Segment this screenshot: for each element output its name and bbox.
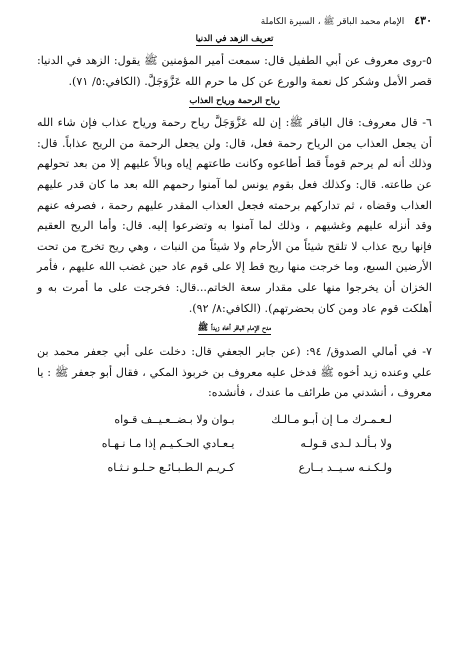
poem-verse	[37, 408, 432, 432]
page-number: ٤٣٠	[414, 14, 432, 27]
poem	[37, 408, 432, 480]
book-title: الإمام محمد الباقر ﷺ ، السيرة الكاملة	[260, 17, 405, 27]
poem-hemistich-second: كـريـم الـطـبـائـع حـلـو نـثـاه	[107, 460, 235, 474]
poem-hemistich-second: يـعـادي الحـكـيـم إذا مـا نـهـاه	[101, 436, 235, 450]
running-header	[37, 0, 432, 34]
paragraph-5: ٥-روى معروف عن أبي الطفيل قال: سمعت أمير المؤمنين ﷺ يقول: الزهد في الدنيا: قصر الأمل وشكر كل نعمة والورع عن كل ما حرم الله عَزَّوَجَلَّ. (الكافي:٥/ ٧١).	[37, 54, 432, 88]
poem-hemistich-first: ولا بـألـد لـدى قـولـه	[300, 436, 392, 450]
section-heading-winds: رياح الرحمة ورياح العذاب	[189, 96, 280, 107]
paragraph-7: ٧- في أمالي الصدوق/ ٩٤: (عن جابر الجعفي قال: دخلت على أبي جعفر محمد بن علي وعنده زيد أخوه ﷺ فدخل عليه معروف بن خربوذ المكي ، فقال أبو جعفر ﷺ : يا معروف ، أنشدني من طرائف ما عندك ، فأنشده:	[37, 345, 432, 400]
paragraph-6: ٦- قال معروف: قال الباقر ﷺ: إن لله عَزَّوَجَلَّ رياح رحمة ورياح عذاب فإن شاء الله أن يجعل العذاب من الرياح رحمة فعل، قال: ولن يجعل الرحمة من الريح عذاباً. قال: وذلك أنه لم يرحم قوماً قط أطاعوه وكانت طاعتهم إياه وبالاً عليهم إلا من بعد تحولهم عن طاعته. قال: وكذلك فعل بقوم يونس لما آمنوا رحمهم الله بعد ما كان قدر عليهم العذاب وقضاه ، ثم تداركهم برحمته فجعل العذاب المقدر عليهم رحمة ، فصرفه عنهم وقد أنزله عليهم وغشيهم ، وذلك لما آمنوا به وتضرعوا إليه. قال: وأما الريح العقيم فإنها ريح عذاب لا تلقح شيئاً من الأرحام ولا شيئاً من النبات ، وهي ريح تخرج من تحت الأرضين السبع، وما خرجت منها ريح قط إلا على قوم عاد حين غضب الله عليهم ، فأمر الخزان أن يخرجوا منها على مقدار سعة الخاتم...قال: فخرجت على ما أمرت به و أهلكت قوم عاد ومن كان بحضرتهم). (الكافي:٨/ ٩٢).	[37, 116, 432, 315]
poem-verse	[37, 432, 432, 456]
poem-verse	[37, 456, 432, 480]
poem-hemistich-first: ولـكـنـه سـيــد بــارع	[298, 460, 392, 474]
poem-hemistich-second: بـوان ولا بـضــعـيــف قـواه	[114, 412, 235, 426]
poem-hemistich-first: لـعـمـرك مـا إن أبـو مـالـك	[271, 412, 392, 426]
section-heading-asceticism: تعريف الزهد في الدنيا	[195, 34, 274, 44]
section-heading-praise-zaid: مدح الإمام الباقر أخاه زيداً ﷺ	[197, 323, 272, 334]
